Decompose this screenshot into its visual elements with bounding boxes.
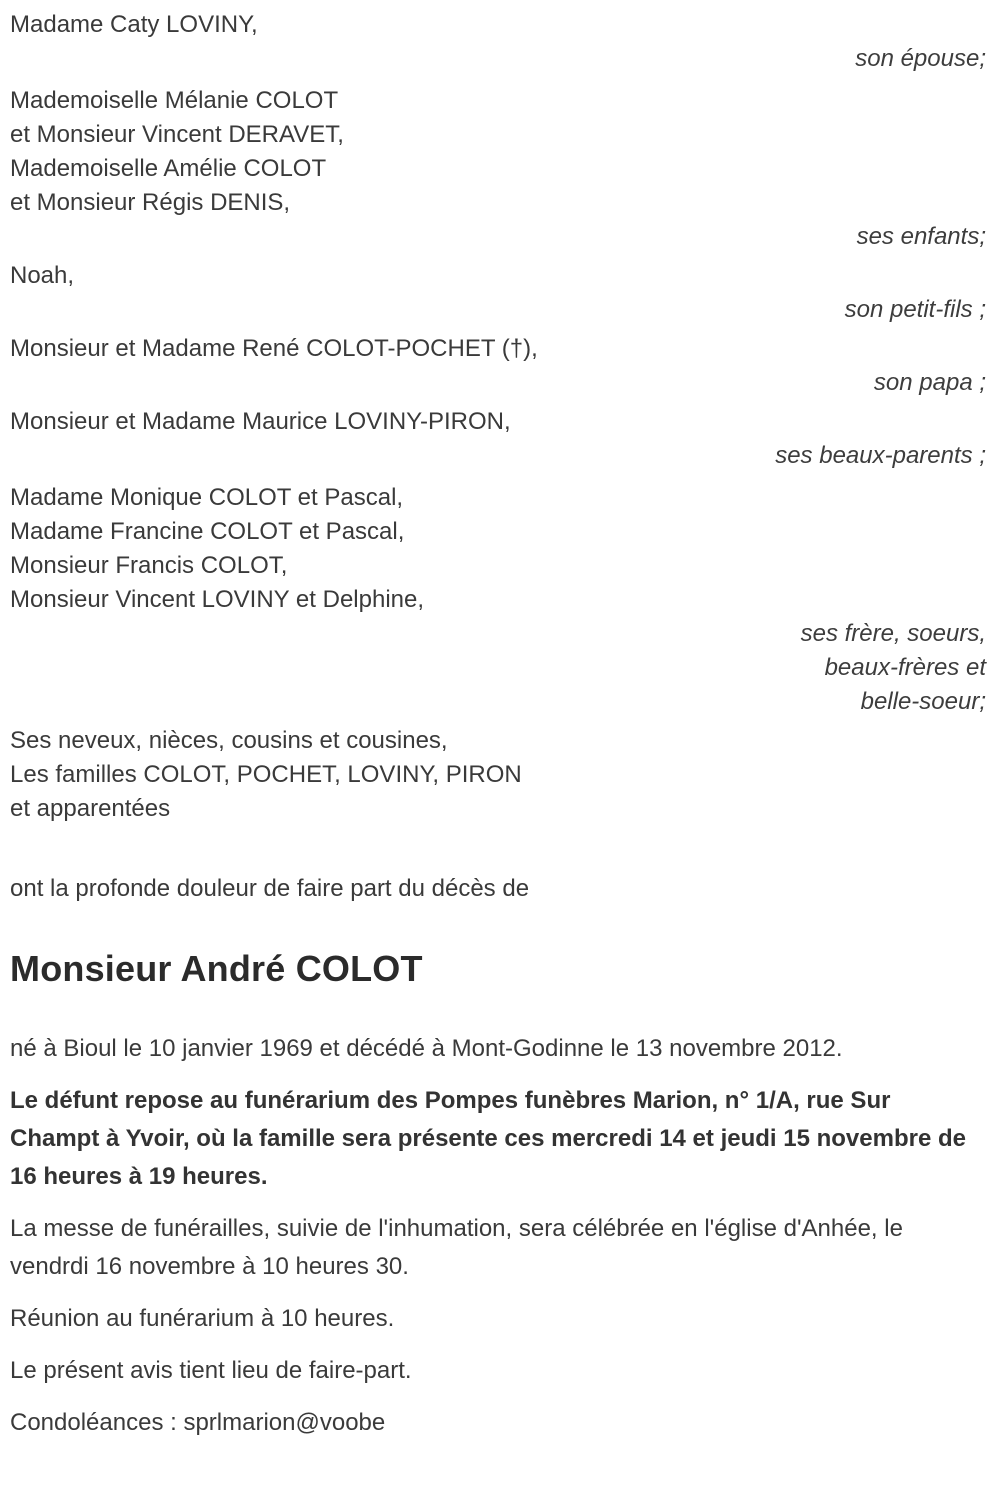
details-block [10, 1030, 986, 1442]
family-line: et Monsieur Vincent DERAVET, [10, 121, 344, 148]
family-line: Monsieur et Madame Maurice LOVINY-PIRON, [10, 408, 511, 435]
family-line: Madame Monique COLOT et Pascal, [10, 484, 404, 511]
relation-label: beaux-frères et [824, 654, 986, 681]
deceased-name-heading: Monsieur André COLOT [10, 948, 423, 989]
birth-death-paragraph: né à Bioul le 10 janvier 1969 et décédé à Mont-Godinne le 13 novembre 2012. [10, 1035, 843, 1062]
relation-label: son papa ; [873, 369, 986, 396]
intro-sentence: ont la profonde douleur de faire part du décès de [10, 875, 530, 902]
family-line: Monsieur Francis COLOT, [10, 552, 288, 579]
family-line: et apparentées [10, 795, 171, 822]
relation-label: son petit-fils ; [844, 296, 986, 323]
family-line: Monsieur et Madame René COLOT-POCHET (†), [10, 335, 538, 362]
notice-paragraph: Le présent avis tient lieu de faire-part. [10, 1357, 412, 1384]
reunion-paragraph: Réunion au funérarium à 10 heures. [10, 1305, 395, 1332]
relation-label: ses enfants; [856, 223, 986, 250]
family-line: Monsieur Vincent LOVINY et Delphine, [10, 586, 425, 613]
family-line: Ses neveux, nièces, cousins et cousines, [10, 727, 448, 754]
condolences-paragraph: Condoléances : sprlmarion@voobe [10, 1409, 386, 1436]
mass-paragraph: La messe de funérailles, suivie de l'inhumation, sera célébrée en l'église d'Anhée, le vendrdi 16 novembre à 10 heures 30. [10, 1215, 903, 1280]
relation-label: ses frère, soeurs, [800, 620, 986, 647]
family-line: Noah, [10, 262, 75, 289]
relation-label: son épouse; [855, 45, 986, 72]
family-line: Mademoiselle Mélanie COLOT [10, 87, 339, 114]
family-relations-block [10, 8, 986, 826]
family-line: Les familles COLOT, POCHET, LOVINY, PIRON [10, 761, 522, 788]
family-line: Madame Francine COLOT et Pascal, [10, 518, 405, 545]
relation-label: belle-soeur; [860, 688, 986, 715]
relation-label: ses beaux-parents ; [775, 442, 986, 469]
family-line: Mademoiselle Amélie COLOT [10, 155, 327, 182]
family-line: Madame Caty LOVINY, [10, 11, 258, 38]
funerarium-paragraph: Le défunt repose au funérarium des Pompes funèbres Marion, n° 1/A, rue Sur Champt à Yvoir, où la famille sera présente ces mercredi 14 et jeudi 15 novembre de 16 heures à 19 heures. [10, 1087, 966, 1190]
family-line: et Monsieur Régis DENIS, [10, 189, 291, 216]
